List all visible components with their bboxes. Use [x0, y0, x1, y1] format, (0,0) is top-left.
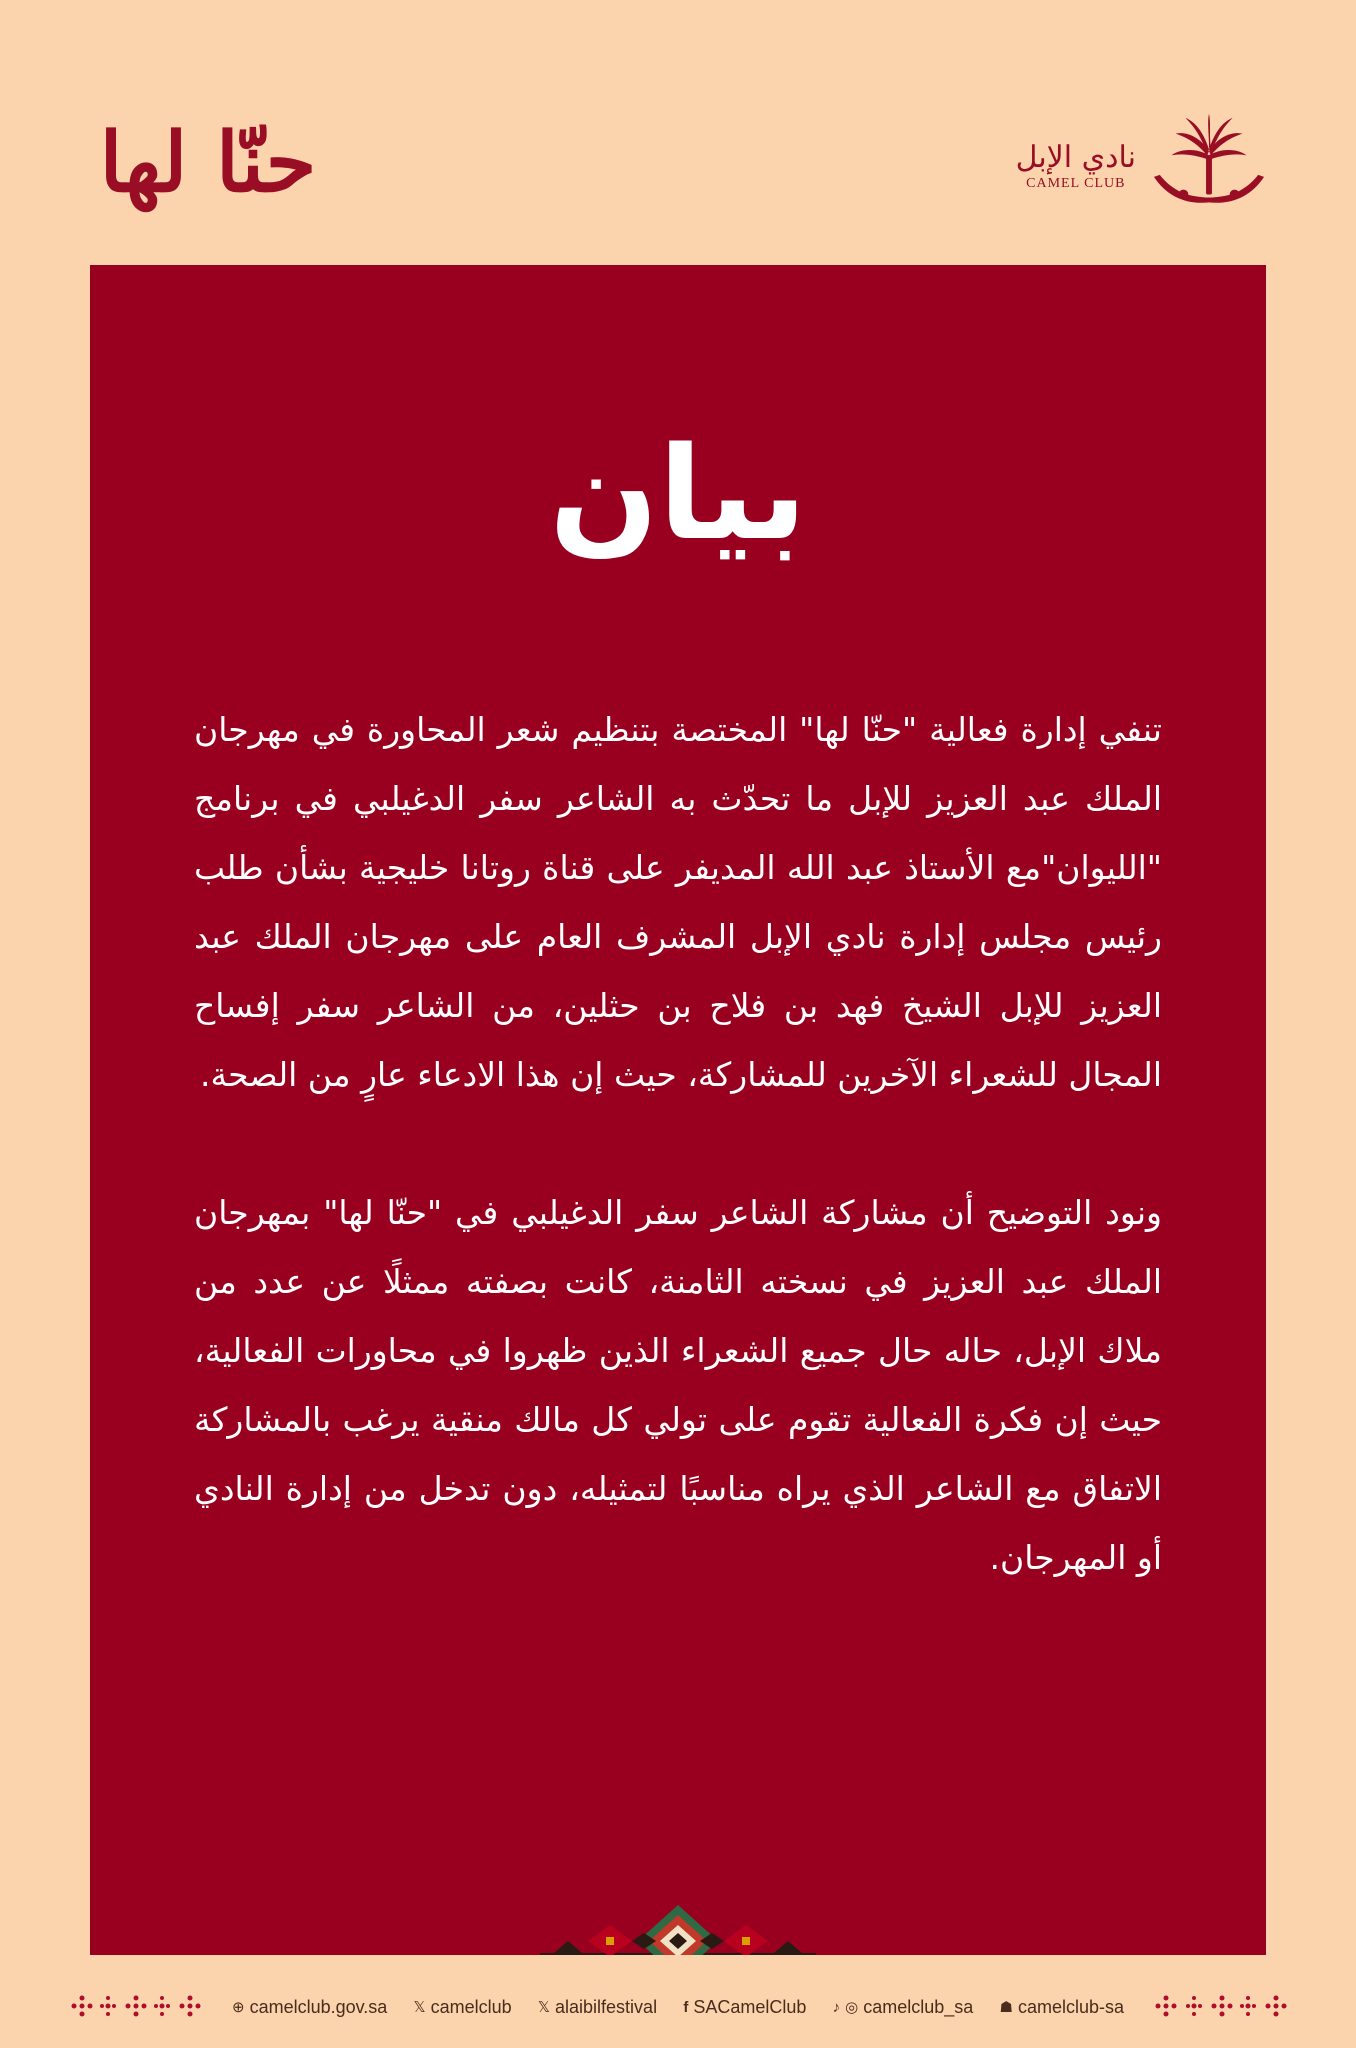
footer-x-festival[interactable] — [538, 1997, 657, 2018]
footer-facebook-text: SACamelClub — [693, 1996, 807, 2017]
camel-club-logo — [1016, 112, 1268, 222]
statement-body — [194, 695, 1162, 1592]
x-icon: 𝕏 — [413, 1999, 426, 2016]
club-name-en: CAMEL CLUB — [1026, 176, 1126, 191]
instagram-icon: ◎ — [845, 1999, 859, 2016]
decorative-pattern-right — [1142, 1988, 1292, 2024]
statement-title: بيان — [549, 420, 807, 569]
event-logo-text: حنّا لها — [99, 115, 317, 211]
statement-panel — [90, 265, 1266, 1955]
footer-tiktok-instagram[interactable] — [833, 1997, 974, 2018]
statement-paragraph-1: تنفي إدارة فعالية "حنّا لها" المختصة بتنظيم شعر المحاورة في مهرجان الملك عبد العزيز للإبل ما تحدّث به الشاعر سفر الدغيلبي في برنامج "الليوان"مع الأستاذ عبد الله المديفر على قناة روتانا خليجية بشأن طلب رئيس مجلس إدارة نادي الإبل المشرف العام على مهرجان الملك عبد العزيز للإبل الشيخ فهد بن فلاح بن حثلين، من الشاعر سفر إفساح المجال للشعراء الآخرين للمشاركة، حيث إن هذا الادعاء عارٍ من الصحة. — [194, 710, 1162, 1094]
club-name — [1015, 140, 1136, 191]
club-name-ar: نادي الإبل — [1015, 140, 1136, 175]
footer-social-links — [232, 1990, 1124, 2024]
footer-website[interactable] — [232, 1997, 387, 2018]
footer-facebook[interactable] — [683, 1997, 806, 2018]
x-icon: 𝕏 — [537, 1999, 551, 2016]
footer-x-camelclub[interactable] — [414, 1997, 512, 2018]
footer-snapchat-text: camelclub-sa — [1017, 1996, 1124, 2017]
decorative-pattern-left — [64, 1988, 214, 2024]
footer-tiktok-instagram-text: camelclub_sa — [863, 1996, 974, 2017]
event-logo — [88, 108, 328, 218]
snapchat-icon: ☗ — [999, 1999, 1013, 2016]
footer-x-camelclub-text: camelclub — [430, 1996, 512, 2017]
footer-website-text: camelclub.gov.sa — [249, 1996, 388, 2017]
statement-paragraph-2: ونود التوضيح أن مشاركة الشاعر سفر الدغيلبي في "حنّا لها" بمهرجان الملك عبد العزيز في نسخته الثامنة، كانت بصفته ممثلًا عن عدد من ملاك الإبل، حاله حال جميع الشعراء الذين ظهروا في محاورات الفعالية، حيث إن فكرة الفعالية تقوم على تولي كل مالك منقية يرغب بالمشاركة الاتفاق مع الشاعر الذي يراه مناسبًا لتمثيله، دون تدخل من إدارة النادي أو المهرجان. — [194, 1193, 1162, 1577]
footer-x-festival-text: alaibilfestival — [555, 1996, 658, 2017]
globe-icon: ⊕ — [232, 1999, 245, 2016]
palm-swords-icon — [1150, 111, 1268, 223]
facebook-icon: f — [683, 1998, 689, 2016]
tiktok-icon: ♪ — [832, 1998, 841, 2016]
footer-snapchat[interactable] — [999, 1997, 1124, 2018]
